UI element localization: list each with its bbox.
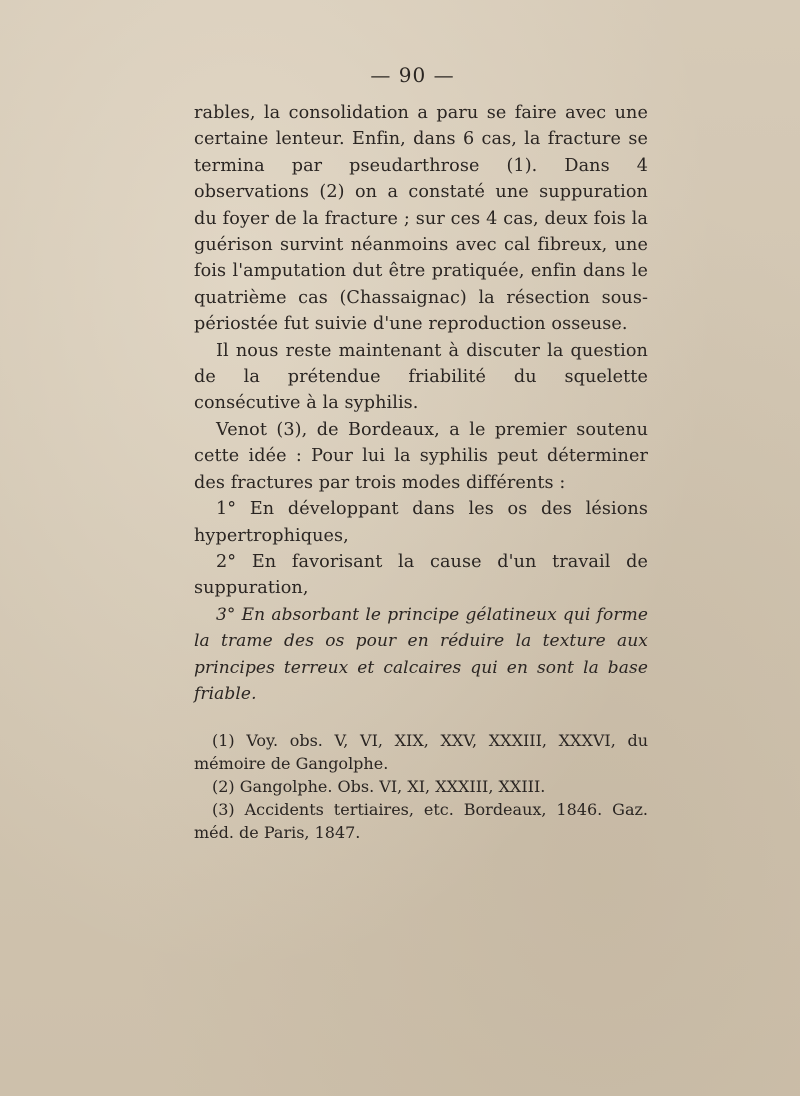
list-item-suppuration: 2° En favorisant la cause d'un travail de suppuration, <box>194 551 648 599</box>
footnotes <box>194 729 648 844</box>
footnote-3: (3) Accidents tertiaires, etc. Bordeaux, 1846. Gaz. méd. de Paris, 1847. <box>194 800 648 842</box>
paragraph-venot: Venot (3), de Bordeaux, a le premier soutenu cette idée : Pour lui la syphilis peut déterminer des fractures par trois modes différents : <box>194 419 648 493</box>
paragraph-consolidation: rables, la consolidation a paru se faire avec une certaine lenteur. Enfin, dans 6 cas, la fracture se termina par pseudarthrose (1). Dans 4 observations (2) on a constaté une suppuration du foyer de la fracture ; sur ces 4 cas, deux fois la guérison survint néanmoins avec cal fibreux, une fois l'amputation dut être pratiquée, enfin dans le quatrième cas (Chassaignac) la résection sous-périostée fut suivie d'une reproduction osseuse. <box>194 103 648 335</box>
body-text <box>194 100 648 707</box>
footnote-1: (1) Voy. obs. V, VI, XIX, XXV, XXXIII, XXXVI, du mémoire de Gangolphe. <box>194 731 648 773</box>
list-item-absorbant: 3° En absorbant le principe gélatineux qui forme la trame des os pour en réduire la texture aux principes terreux et calcaires qui en sont la base friable. <box>194 604 648 704</box>
paragraph-friabilite: Il nous reste maintenant à discuter la question de la prétendue friabilité du squelette consécutive à la syphilis. <box>194 340 648 414</box>
list-item-hypertrophiques: 1° En développant dans les os des lésions hypertrophiques, <box>194 499 648 546</box>
page-number: — 90 — <box>370 63 455 87</box>
footnote-2: (2) Gangolphe. Obs. VI, XI, XXXIII, XXIII. <box>212 777 546 796</box>
